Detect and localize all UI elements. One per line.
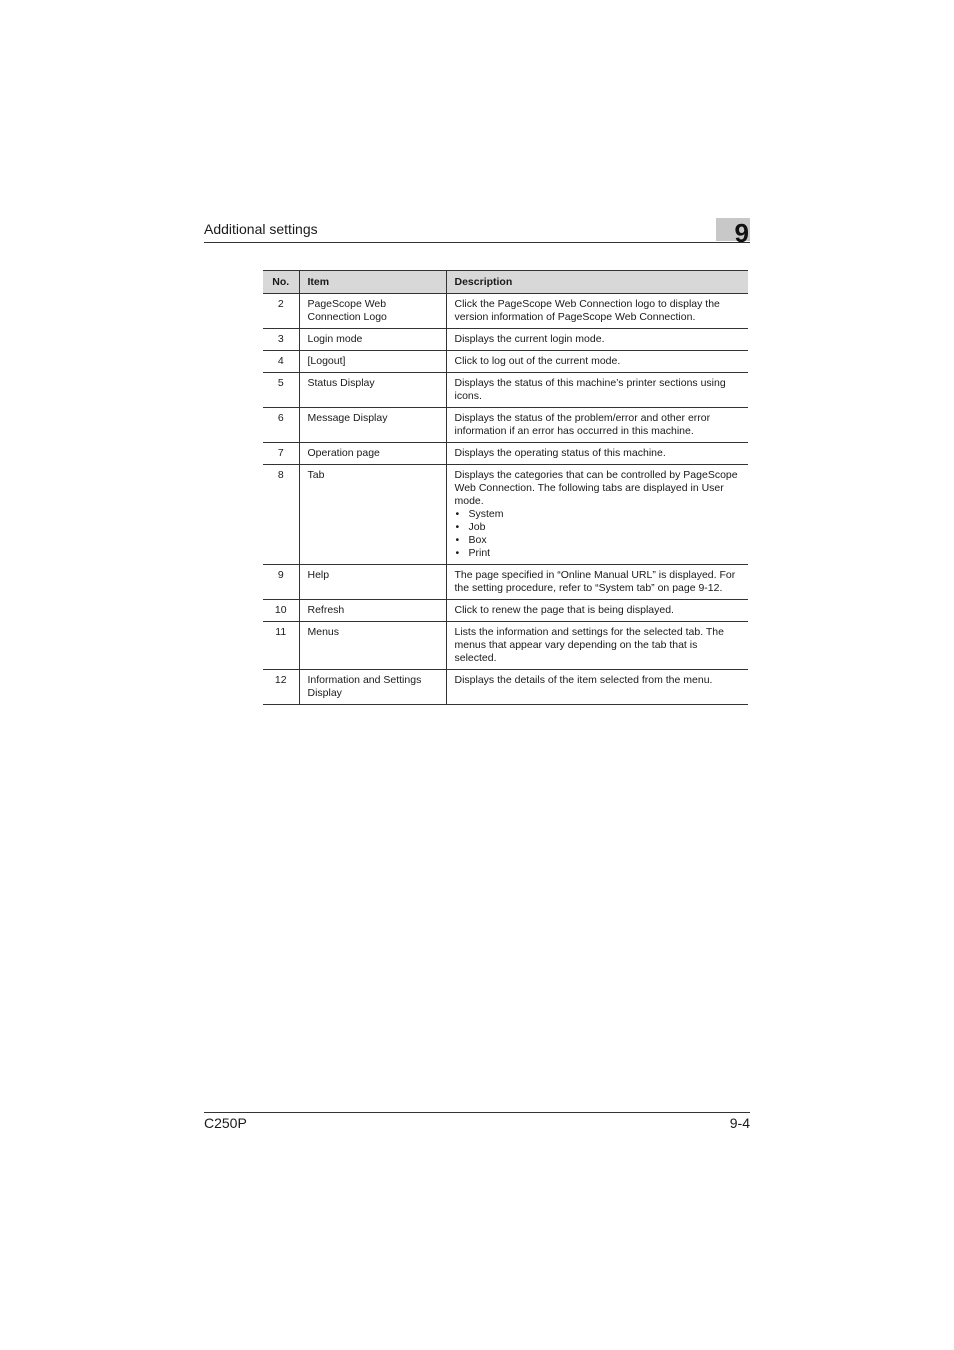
row-number: 9 <box>263 565 299 600</box>
table-row <box>263 373 748 408</box>
bullet-item: • System <box>455 508 741 521</box>
row-description: Displays the categories that can be controlled by PageScope Web Connection. The following tabs are displayed in User mode. <box>454 469 738 507</box>
row-description: Click to renew the page that is being displayed. <box>446 600 748 622</box>
table-row <box>263 600 748 622</box>
row-number: 4 <box>263 351 299 373</box>
row-description: The page specified in “Online Manual URL” is displayed. For the setting procedure, refer to “System tab” on page 9-12. <box>446 565 748 600</box>
row-item: Login mode <box>299 329 446 351</box>
row-item: Menus <box>299 622 446 670</box>
row-number: 11 <box>263 622 299 670</box>
table-row <box>263 408 748 443</box>
header-rule <box>204 242 750 243</box>
row-description: Displays the operating status of this machine. <box>446 443 748 465</box>
table-row <box>263 443 748 465</box>
row-description: Displays the status of the problem/error and other error information if an error has occurred in this machine. <box>446 408 748 443</box>
row-description: Click to log out of the current mode. <box>446 351 748 373</box>
row-item: Information and Settings Display <box>299 670 446 705</box>
table-row <box>263 622 748 670</box>
table-row <box>263 465 748 565</box>
row-number: 2 <box>263 294 299 329</box>
table-row <box>263 565 748 600</box>
row-number: 12 <box>263 670 299 705</box>
footer-rule <box>204 1112 750 1113</box>
item-description-table <box>263 270 748 705</box>
table-row <box>263 670 748 705</box>
row-description: Lists the information and settings for the selected tab. The menus that appear vary depending on the tab that is selected. <box>446 622 748 670</box>
row-description-with-list <box>446 465 748 565</box>
table-row <box>263 329 748 351</box>
row-description: Displays the details of the item selected from the menu. <box>446 670 748 705</box>
row-number: 3 <box>263 329 299 351</box>
row-description: Click the PageScope Web Connection logo to display the version information of PageScope Web Connection. <box>446 294 748 329</box>
row-number: 7 <box>263 443 299 465</box>
bullet-item: • Print <box>455 547 741 560</box>
row-number: 10 <box>263 600 299 622</box>
row-item: Refresh <box>299 600 446 622</box>
table-row <box>263 351 748 373</box>
bullet-item: • Job <box>455 521 741 534</box>
bullet-item: • Box <box>455 534 741 547</box>
table-row <box>263 294 748 329</box>
row-number: 8 <box>263 465 299 565</box>
section-title: Additional settings <box>204 221 318 237</box>
table-header-row <box>263 271 748 294</box>
footer-model-name: C250P <box>204 1115 247 1131</box>
chapter-badge <box>716 218 750 248</box>
chapter-number: 9 <box>734 218 749 248</box>
column-header-description: Description <box>446 271 748 294</box>
row-item: PageScope Web Connection Logo <box>299 294 446 329</box>
column-header-item: Item <box>299 271 446 294</box>
column-header-no: No. <box>263 271 299 294</box>
row-number: 6 <box>263 408 299 443</box>
row-description: Displays the status of this machine’s printer sections using icons. <box>446 373 748 408</box>
row-number: 5 <box>263 373 299 408</box>
row-description: Displays the current login mode. <box>446 329 748 351</box>
row-item: [Logout] <box>299 351 446 373</box>
row-item: Message Display <box>299 408 446 443</box>
row-item: Help <box>299 565 446 600</box>
row-item: Status Display <box>299 373 446 408</box>
row-item: Operation page <box>299 443 446 465</box>
tab-bullet-list <box>455 508 741 560</box>
footer-page-number: 9-4 <box>729 1115 750 1131</box>
row-item: Tab <box>299 465 446 565</box>
